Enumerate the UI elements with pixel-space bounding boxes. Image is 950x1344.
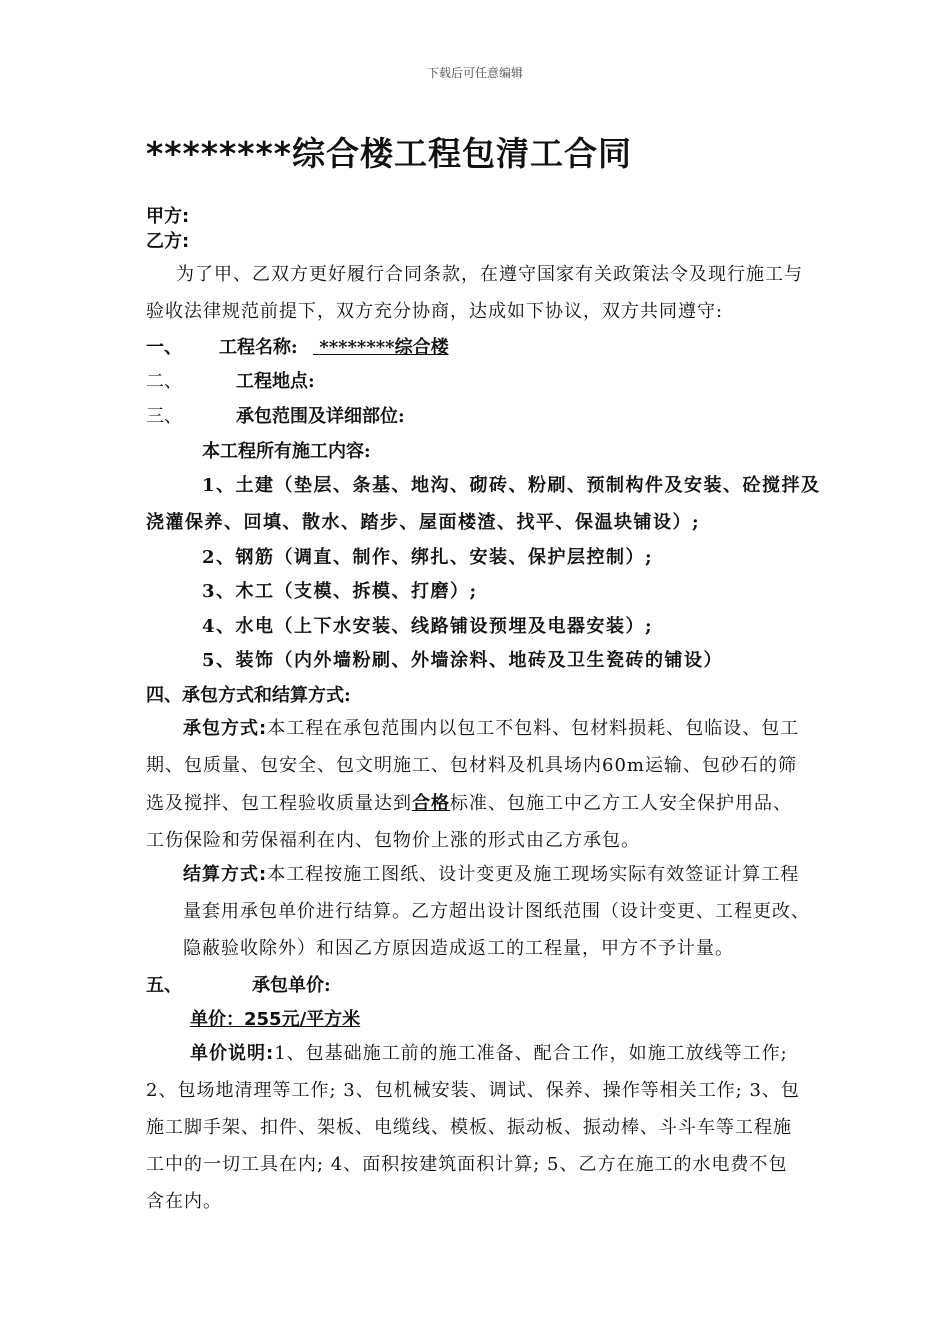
section-2-label: 工程地点: <box>236 371 315 392</box>
scope-item-5: 5、装饰（内外墙粉刷、外墙涂料、地砖及卫生瓷砖的铺设） <box>202 650 724 671</box>
section-1-number: 一、 <box>146 337 182 358</box>
project-name-value: ********综合楼 <box>319 337 449 358</box>
unit-price: 单价：255元/平方米 <box>190 1009 361 1030</box>
scope-item-4: 4、水电（上下水安装、线路铺设预埋及电器安装）; <box>202 616 654 637</box>
scope-intro: 本工程所有施工内容: <box>202 441 371 462</box>
scope-item-2: 2、钢筋（调直、制作、绑扎、安装、保护层控制）; <box>202 547 654 568</box>
contract-method-line-4: 工伤保险和劳保福利在内、包物价上涨的形式由乙方承包。 <box>146 830 640 851</box>
party-a-label: 甲方: <box>146 206 190 227</box>
contract-method-line-2: 期、包质量、包安全、包文明施工、包材料及机具场内60m运输、包砂石的筛 <box>146 755 797 776</box>
contract-method-line-3: 选及搅拌、包工程验收质量达到合格标准、包施工中乙方工人安全保护用品、 <box>146 793 792 814</box>
contract-method-label: 承包方式: <box>183 718 268 739</box>
settlement-line-2: 量套用承包单价进行结算。乙方超出设计图纸范围（设计变更、工程更改、 <box>183 901 810 922</box>
price-note-line-3: 施工脚手架、扣件、架板、电缆线、模板、振动板、振动棒、斗斗车等工程施 <box>146 1117 792 1138</box>
party-b-label: 乙方: <box>146 231 190 252</box>
section-3-number: 三、 <box>146 406 182 427</box>
price-note-line-4: 工中的一切工具在内; 4、面积按建筑面积计算; 5、乙方在施工的水电费不包 <box>146 1154 788 1175</box>
section-1-label: 工程名称: <box>219 337 298 358</box>
section-2-number: 二、 <box>146 371 182 392</box>
section-3-label: 承包范围及详细部位: <box>236 406 405 427</box>
section-5-number: 五、 <box>146 975 182 996</box>
scope-item-3: 3、木工（支模、拆模、打磨）; <box>202 581 478 602</box>
price-note-line-1: 单价说明:1、包基础施工前的施工准备、配合工作，如施工放线等工作; <box>190 1043 788 1064</box>
intro-line-2: 验收法律规范前提下，双方充分协商，达成如下协议，双方共同遵守: <box>146 301 724 322</box>
scope-item-1: 1、土建（垫层、条基、地沟、砌砖、粉刷、预制构件及安装、砼搅拌及 <box>202 475 821 496</box>
scope-item-1-cont: 浇灌保养、回填、散水、踏步、屋面楼渣、找平、保温块铺设）; <box>146 512 701 533</box>
settlement-line-1: 结算方式:本工程按施工图纸、设计变更及施工现场实际有效签证计算工程 <box>183 864 800 885</box>
contract-title: ********综合楼工程包清工合同 <box>146 134 633 173</box>
section-5-label: 承包单价: <box>252 975 331 996</box>
price-note-line-5: 含在内。 <box>146 1191 222 1212</box>
page-header-note: 下载后可任意编辑 <box>426 66 523 80</box>
qualified-standard: 合格 <box>412 793 450 814</box>
section-4-label: 四、承包方式和结算方式: <box>146 685 351 706</box>
settlement-label: 结算方式: <box>183 864 268 885</box>
price-note-label: 单价说明: <box>190 1043 275 1064</box>
settlement-line-3: 隐蔽验收除外）和因乙方原因造成返工的工程量，甲方不予计量。 <box>183 938 734 959</box>
intro-line-1: 为了甲、乙双方更好履行合同条款，在遵守国家有关政策法令及现行施工与 <box>176 264 803 285</box>
contract-method-line-1: 承包方式:本工程在承包范围内以包工不包料、包材料损耗、包临设、包工 <box>183 718 800 739</box>
price-note-line-2: 2、包场地清理等工作; 3、包机械安装、调试、保养、操作等相关工作; 3、包 <box>146 1080 800 1101</box>
